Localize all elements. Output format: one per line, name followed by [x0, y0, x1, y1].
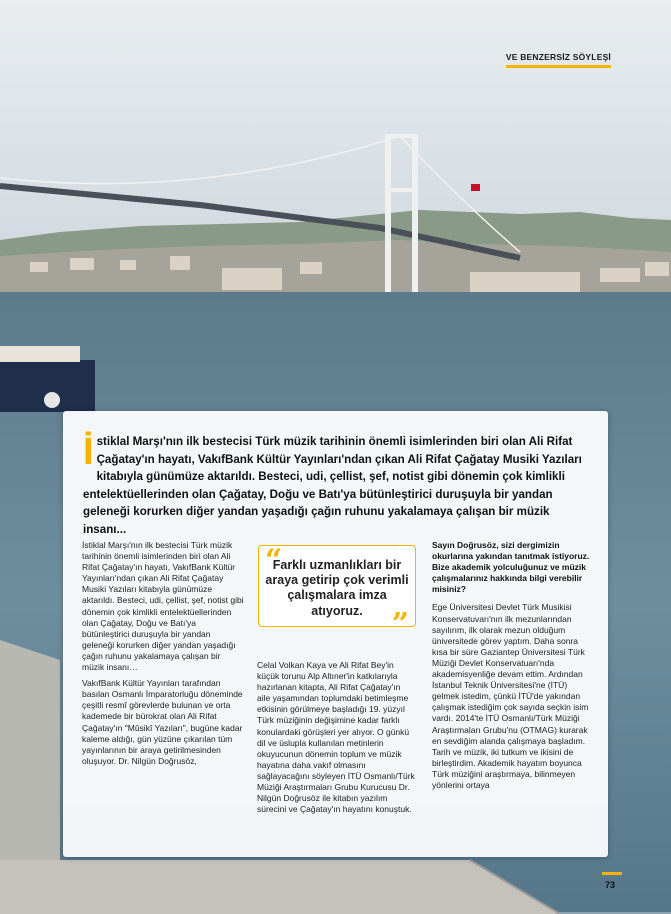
body-paragraph: İstiklal Marşı'nın ilk bestecisi Türk müzik tarihinin önemli isimlerinden biri olan Ali Rifat Çağatay'ın hayatı, VakıfBank Kültür Yayınları'ndan çıkan Ali Rifat Çağatay Musiki Yazıları kitabıyla günümüze aktarıldı. Besteci, udi, çellist, şef, notist gibi dönemin çok kimlikli entelektüellerinden olan Çağatay, Doğu ve Batı'ya bütünleştirici duruşuyla bir yandan geleneği korurken diğer yandan yaşadığı çağın ruhunu yakalamaya çalışan bir müzik insanı… [82, 540, 244, 673]
lead-text: stiklal Marşı'nın ilk bestecisi Türk müzik tarihinin önemli isimlerinden biri olan Ali Rifat Çağatay'ın hayatı, VakıfBank Kültür Yayınları'ndan çıkan Ali Rifat Çağatay Musiki Yazıları kitabıyla günümüze aktarıldı. Besteci, udi, çellist, şef, notist gibi dönemin çok kimlikli entelektüellerinden olan Çağatay, Doğu ve Batı'ya bütünleştirici duruşuyla bir yandan geleneği korurken diğer yandan yaşadığı çağın ruhunu yakalamaya çalışan bir müzik insanı... [83, 435, 582, 536]
page-number: 73 [605, 880, 616, 890]
body-paragraph: VakıfBank Kültür Yayınları tarafından basılan Osmanlı İmparatorluğu döneminde çeşitli resmî görevlerde bulunan ve orta kademede bir bürokrat olan Ali Rifat Çağatay'ın "Mûsikî Yazıları", bugüne kadar kaleme aldığı, gün yüzüne çıkarılan tüm yayınlarının bir araya getirilmesinden oluşuyor. Dr. Nilgün Doğrusöz, [82, 678, 243, 766]
lead-paragraph [83, 433, 588, 539]
interview-answer: Ege Üniversitesi Devlet Türk Musikisi Konservatuvarı'nın ilk mezunlarından sayılırım, ilk olarak mezun olduğum üniversitede görev yaptım. Daha sonra kısa bir süre Gaziantep Üniversitesi Türk Müziği Devlet Konservatuarı'nda akademisyenliğe devam ettim. Ardından İstanbul Teknik Üniversitesi'ne (İTÜ) gelmek istedim, çünkü İTÜ'de yakından çalışmak istediğim çok sayıda seçkin isim vardı. 2014'te İTÜ Osmanlı/Türk Müziği Araştırmaları Grubu'nu (OTMAG) kurarak en sevdiğim alanda çalışmaya başladım. Tarih ve müzik, iki tutkum ve ikisini de birleştirdim. Akademik hayatım boyunca Türk müziğini araştırmaya, bilinmeyen yönlerini ortaya [432, 602, 589, 790]
section-tag: VE BENZERSİZ SÖYLEŞİ [506, 52, 611, 68]
article-column-3 [432, 540, 592, 796]
article-column-1 [82, 540, 244, 772]
drop-cap: İ [83, 431, 94, 473]
open-quote-icon: “ [265, 543, 283, 578]
close-quote-icon: ” [391, 607, 409, 642]
pull-quote-text: Farklı uzmanlıkları bir araya getirip çok verimli çalışmalara imza atıyoruz. [265, 558, 409, 618]
page-number-bar [602, 872, 622, 875]
body-paragraph: Celal Volkan Kaya ve Ali Rifat Bey'in küçük torunu Alp Altıner'in katkılarıyla hazırlanan kitapta, Ali Rifat Çağatay'ın aile yaşamından toplumdaki betimleşme etkisinin görülmeye başladığı 19. yüzyıl Türk müziğinin değişimine kadar farklı konulardaki görüşleri yer alıyor. O günkü dil ve üslupla kullanılan metinlerin okuyucunun dönemin toplum ve müzik hayatına daha vakıf olmasını sağlayacağını söyleyen İTÜ Osmanlı/Türk Müziği Araştırmaları Grubu Kurucusu Dr. Nilgün Doğrusöz ile kitabın yazılım sürecini ve Çağatay'ın hayatını konuştuk. [257, 660, 415, 815]
interview-question: Sayın Doğrusöz, sizi dergimizin okurlarına yakından tanıtmak istiyoruz. Bize akademik yolculuğunuz ve müzik çalışmalarınız hakkında bilgi verebilir misiniz? [432, 540, 590, 595]
article-column-2 [257, 660, 415, 820]
pull-quote [258, 543, 416, 642]
